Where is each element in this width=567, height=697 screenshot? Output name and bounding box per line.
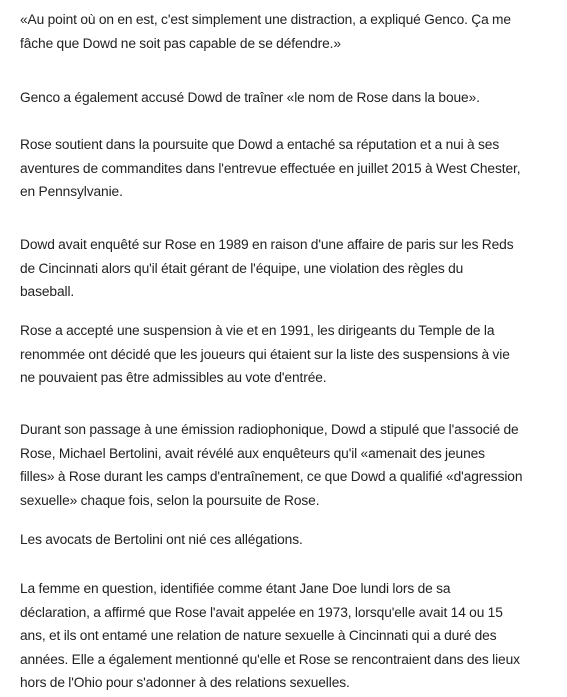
paragraph bbox=[20, 319, 552, 390]
text-line: en Pennsylvanie. bbox=[20, 184, 123, 199]
text-line: Rose a accepté une suspension à vie et en 1991, les dirigeants du Temple de la bbox=[20, 323, 495, 338]
paragraph bbox=[20, 233, 552, 304]
text-line: fâche que Dowd ne soit pas capable de se défendre.» bbox=[20, 35, 341, 51]
text-line: La femme en question, identifiée comme étant Jane Doe lundi lors de sa bbox=[20, 581, 451, 596]
text-line: hors de l'Ohio pour s'adonner à des relations sexuelles. bbox=[20, 675, 350, 690]
paragraph bbox=[20, 86, 552, 110]
text-line: Les avocats de Bertolini ont nié ces allégations. bbox=[20, 532, 303, 547]
paragraph bbox=[20, 528, 552, 552]
paragraph bbox=[20, 418, 552, 512]
paragraph bbox=[20, 577, 552, 695]
text-line: sexuelle» chaque fois, selon la poursuite de Rose. bbox=[20, 492, 320, 508]
text-line: baseball. bbox=[20, 284, 75, 299]
text-line: «Au point où on en est, c'est simplement une distraction, a expliqué Genco. Ça me bbox=[20, 12, 511, 27]
text-line: de Cincinnati alors qu'il était gérant de l'équipe, une violation des règles du bbox=[20, 260, 464, 276]
text-line: années. Elle a également mentionné qu'elle et Rose se rencontraient dans des lieux bbox=[20, 651, 520, 667]
text-line: renommée ont décidé que les joueurs qui étaient sur la liste des suspensions à vie bbox=[20, 346, 510, 362]
text-line: Rose, Michael Bertolini, avait révélé aux enquêteurs qu'il «amenait des jeunes bbox=[20, 445, 485, 461]
text-line: Durant son passage à une émission radiophonique, Dowd a stipulé que l'associé de bbox=[20, 422, 519, 437]
text-line: Rose soutient dans la poursuite que Dowd a entaché sa réputation et a nui à ses bbox=[20, 137, 500, 152]
text-line: déclaration, a affirmé que Rose l'avait appelée en 1973, lorsqu'elle avait 14 ou 15 bbox=[20, 604, 503, 620]
paragraph bbox=[20, 8, 552, 55]
text-line: ans, et ils ont entamé une relation de nature sexuelle à Cincinnati qui a duré des bbox=[20, 628, 497, 643]
text-line: filles» à Rose durant les camps d'entraînement, ce que Dowd a qualifié «d'agression bbox=[20, 469, 523, 484]
paragraph bbox=[20, 133, 552, 204]
text-line: Genco a également accusé Dowd de traîner «le nom de Rose dans la boue». bbox=[20, 90, 480, 105]
text-line: ne pouvaient pas être admissibles au vote d'entrée. bbox=[20, 370, 327, 385]
text-line: aventures de commandites dans l'entrevue effectuée en juillet 2015 à West Chester, bbox=[20, 160, 521, 176]
text-line: Dowd avait enquêté sur Rose en 1989 en raison d'une affaire de paris sur les Reds bbox=[20, 237, 514, 252]
